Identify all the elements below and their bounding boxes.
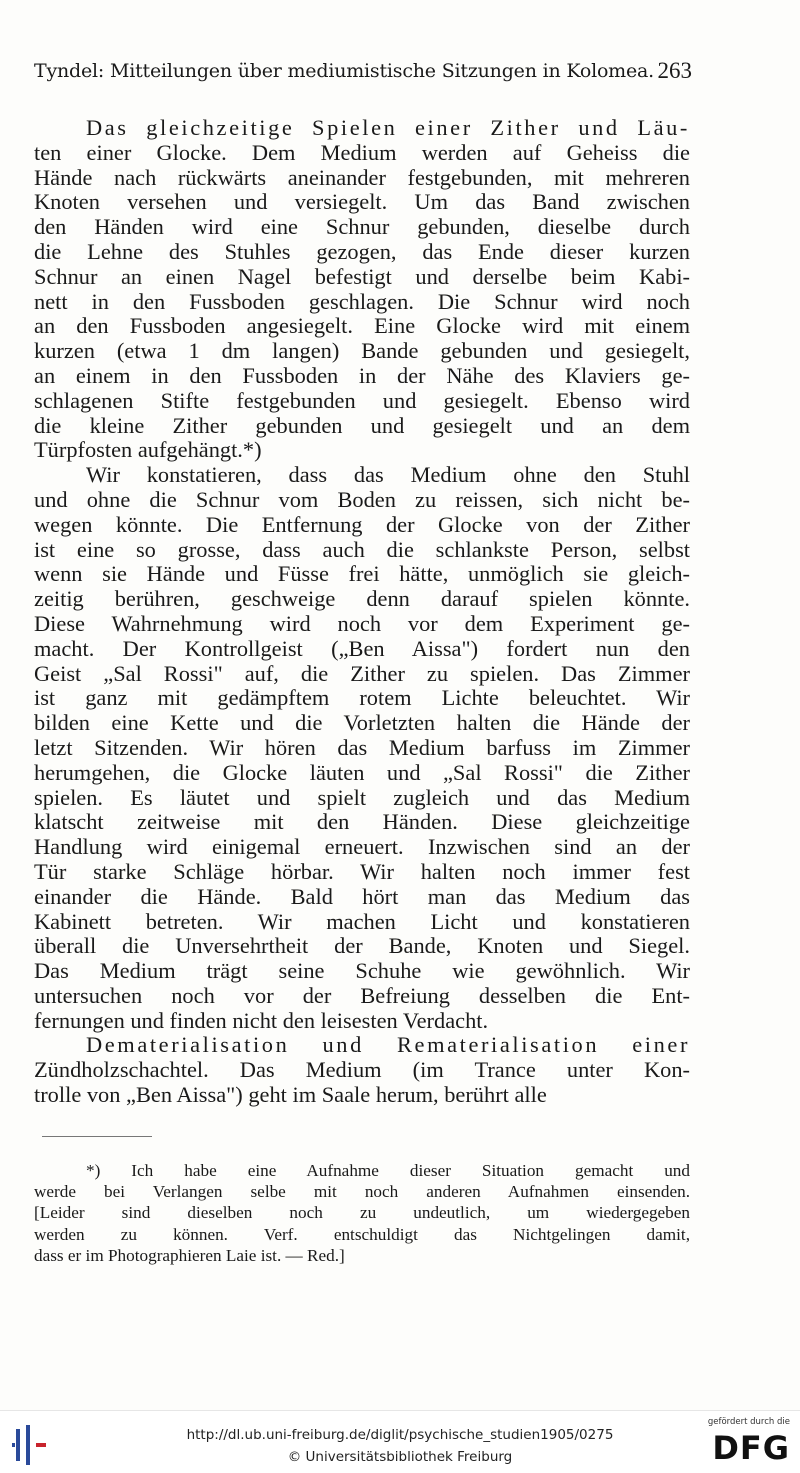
text-line: untersuchen noch vor der Befreiung desselben die Ent- [34, 982, 690, 1008]
text-line: Kabinett betreten. Wir machen Licht und konstatieren [34, 908, 690, 934]
text-line: ist eine so grosse, dass auch die schlankste Person, selbst [34, 536, 690, 562]
text-line: nett in den Fussboden geschlagen. Die Schnur wird noch [34, 288, 690, 314]
page-number: 263 [657, 58, 692, 83]
text-line: Türpfosten aufgehängt.*) [34, 437, 262, 463]
text-line: Das gleichzeitige Spielen einer Zither und Läu- [86, 115, 690, 140]
text-line: Dematerialisation und Rematerialisation einer [86, 1032, 690, 1058]
text-line: wegen könnte. Die Entfernung der Glocke von der Zither [34, 511, 690, 537]
text-line: klatscht zeitweise mit den Händen. Diese gleichzeitige [34, 809, 690, 835]
running-title: Tyndel: Mitteilungen über mediumistische Sitzungen in Kolomea. [34, 60, 655, 82]
footnote [34, 1160, 690, 1266]
text-line: schlagenen Stifte festgebunden und gesiegelt. Ebenso wird [34, 387, 690, 413]
dfg-logo [698, 1417, 790, 1469]
text-line: und ohne die Schnur vom Boden zu reissen, sich nicht be- [34, 486, 690, 512]
text-line: zeitig berühren, geschweige denn darauf spielen könnte. [34, 586, 690, 612]
text-line: Hände nach rückwärts aneinander festgebunden, mit mehreren [34, 164, 690, 190]
text-line: letzt Sitzenden. Wir hören das Medium barfuss im Zimmer [34, 734, 690, 760]
text-line: Tür starke Schläge hörbar. Wir halten noch immer fest [34, 858, 690, 884]
paragraph-1 [34, 116, 690, 463]
body-text [34, 116, 690, 1108]
text-line: wenn sie Hände und Füsse frei hätte, unmöglich sie gleich- [34, 561, 690, 587]
text-line: Diese Wahrnehmung wird noch vor dem Experiment ge- [34, 610, 690, 636]
text-line: fernungen und finden nicht den leisesten Verdacht. [34, 1007, 489, 1033]
text-line: Geist „Sal Rossi" auf, die Zither zu spielen. Das Zimmer [34, 660, 690, 686]
text-line: herumgehen, die Glocke läuten und „Sal Rossi" die Zither [34, 759, 690, 785]
copyright-notice: © Universitätsbibliothek Freiburg [287, 1449, 513, 1465]
text-line: bilden eine Kette und die Vorletzten halten die Hände der [34, 710, 690, 736]
text-line: spielen. Es läutet und spielt zugleich und das Medium [34, 784, 690, 810]
text-line: ist ganz mit gedämpftem rotem Lichte beleuchtet. Wir [34, 685, 690, 711]
paragraph-2 [34, 463, 690, 1033]
permalink-url[interactable]: http://dl.ub.uni-freiburg.de/diglit/psychische_studien1905/0275 [186, 1427, 614, 1443]
text-line: werden zu können. Verf. entschuldigt das Nichtgelingen damit, [34, 1224, 690, 1244]
text-line: an den Fussboden angesiegelt. Eine Glocke wird mit einem [34, 313, 690, 339]
text-line: die kleine Zither gebunden und gesiegelt und an dem [34, 412, 690, 438]
text-line: macht. Der Kontrollgeist („Ben Aissa") fordert nun den [34, 635, 690, 661]
text-line: überall die Unversehrtheit der Bande, Knoten und Siegel. [34, 933, 690, 959]
text-line: *) Ich habe eine Aufnahme dieser Situation gemacht und [86, 1161, 690, 1180]
text-line: Das Medium trägt seine Schuhe wie gewöhnlich. Wir [34, 958, 690, 984]
text-line: einander die Hände. Bald hört man das Medium das [34, 883, 690, 909]
viewer-footer [0, 1410, 800, 1473]
dfg-tagline: gefördert durch die [707, 1417, 790, 1427]
text-line: die Lehne des Stuhles gezogen, das Ende dieser kurzen [34, 238, 690, 264]
text-line: Knoten versehen und versiegelt. Um das Band zwischen [34, 189, 690, 215]
text-line: den Händen wird eine Schnur gebunden, dieselbe durch [34, 214, 690, 240]
text-line: Handlung wird einigemal erneuert. Inzwischen sind an der [34, 834, 690, 860]
text-line: Zündholzschachtel. Das Medium (im Trance unter Kon- [34, 1057, 690, 1083]
text-line: kurzen (etwa 1 dm langen) Bande gebunden und gesiegelt, [34, 338, 690, 364]
text-line: Schnur an einen Nagel befestigt und derselbe beim Kabi- [34, 263, 690, 289]
footnote-divider [42, 1136, 152, 1137]
text-line: werde bei Verlangen selbe mit noch anderen Aufnahmen einsenden. [34, 1182, 690, 1202]
text-line: Wir konstatieren, dass das Medium ohne den Stuhl [86, 462, 690, 488]
text-line: [Leider sind dieselben noch zu undeutlich, um wiedergegeben [34, 1203, 690, 1223]
text-line: dass er im Photographieren Laie ist. — Red.] [34, 1245, 345, 1265]
dfg-wordmark: DFG [712, 1429, 790, 1467]
text-line: trolle von „Ben Aissa") geht im Saale herum, berührt alle [34, 1082, 547, 1108]
text-line: an einem in den Fussboden in der Nähe des Klaviers ge- [34, 362, 690, 388]
text-line: ten einer Glocke. Dem Medium werden auf Geheiss die [34, 139, 690, 165]
paragraph-3 [34, 1033, 690, 1107]
